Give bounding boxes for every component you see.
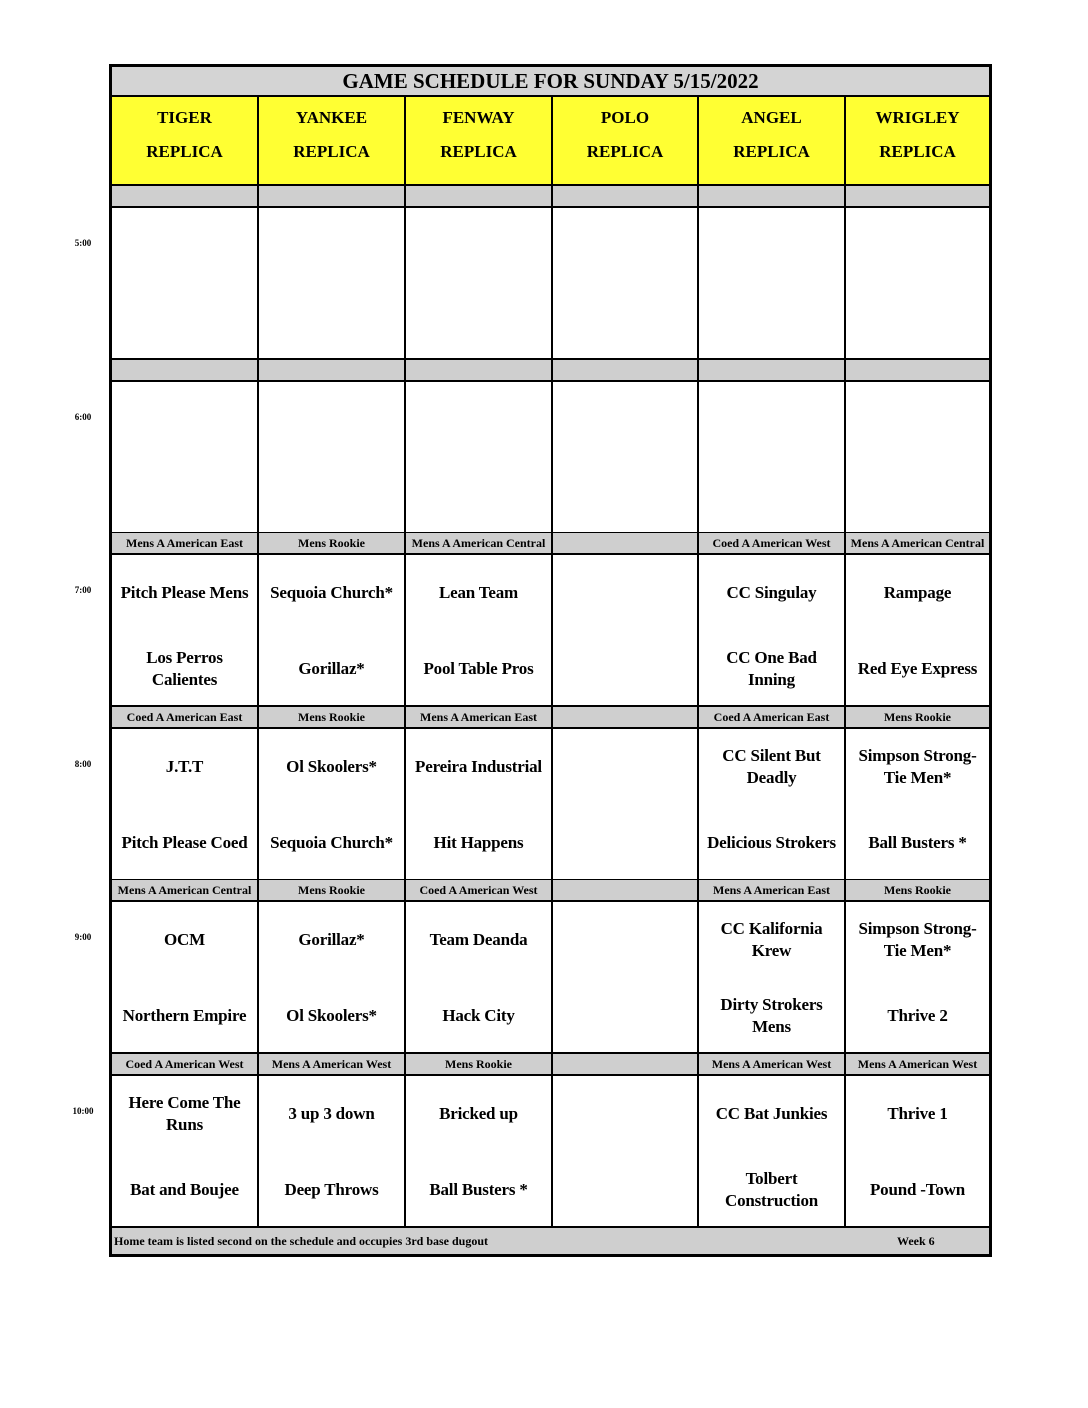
- away-team: Simpson Strong-Tie Men*: [858, 746, 977, 787]
- game-cell: [846, 902, 989, 1052]
- game-cell: [259, 729, 404, 879]
- home-team: Pitch Please Coed: [121, 833, 248, 852]
- division-label: Mens A American East: [699, 880, 844, 900]
- home-team: Delicious Strokers: [707, 833, 836, 852]
- field-header: [699, 97, 844, 184]
- time-label: 7:00: [74, 585, 92, 595]
- home-team: Thrive 2: [887, 1006, 948, 1025]
- game-cell: [553, 382, 697, 532]
- game-cell: [406, 902, 551, 1052]
- spacer-row: [406, 360, 551, 380]
- field-header: [112, 97, 257, 184]
- spacer-row: [112, 186, 257, 206]
- division-label: Mens Rookie: [846, 880, 989, 900]
- game-cell: [553, 729, 697, 879]
- home-team: Pound -Town: [870, 1180, 965, 1199]
- away-team: [553, 1090, 697, 1138]
- game-cell: [112, 555, 257, 705]
- spacer-row: [553, 360, 697, 380]
- spacer-row: [406, 186, 551, 206]
- field-subtitle: REPLICA: [879, 142, 956, 161]
- away-team: Team Deanda: [429, 930, 528, 949]
- spacer-row: [259, 360, 404, 380]
- time-label: 8:00: [74, 759, 92, 769]
- game-cell: [846, 729, 989, 879]
- field-subtitle: REPLICA: [440, 142, 517, 161]
- field-header: [553, 97, 697, 184]
- game-cell: [406, 1076, 551, 1226]
- game-cell: [259, 902, 404, 1052]
- division-label: [553, 1054, 697, 1074]
- game-cell: [259, 1076, 404, 1226]
- spacer-row: [699, 360, 844, 380]
- field-name: WRIGLEY: [875, 108, 960, 127]
- division-label: Mens Rookie: [259, 707, 404, 727]
- away-team: Lean Team: [439, 583, 518, 602]
- division-label: Mens A American Central: [846, 533, 989, 553]
- away-team: Here Come The Runs: [128, 1093, 241, 1134]
- game-cell: [699, 1076, 844, 1226]
- field-name: POLO: [600, 108, 650, 127]
- field-subtitle: REPLICA: [586, 142, 664, 161]
- away-team: CC Silent But Deadly: [722, 746, 821, 787]
- home-team: Sequoia Church*: [270, 833, 393, 852]
- home-team: Northern Empire: [122, 1006, 247, 1025]
- home-team: Ol Skoolers*: [286, 1006, 377, 1025]
- away-team: Thrive 1: [887, 1104, 948, 1123]
- division-label: Coed A American West: [699, 533, 844, 553]
- game-cell: [406, 208, 551, 358]
- game-cell: [699, 208, 844, 358]
- game-cell: [846, 1076, 989, 1226]
- away-team: CC Kalifornia Krew: [720, 919, 823, 960]
- away-team: Simpson Strong-Tie Men*: [858, 919, 977, 960]
- game-cell: [259, 208, 404, 358]
- field-name: TIGER: [157, 108, 212, 127]
- game-cell: [699, 902, 844, 1052]
- home-team: Red Eye Express: [857, 659, 978, 678]
- time-label: 6:00: [74, 412, 92, 422]
- division-label: Coed A American West: [406, 880, 551, 900]
- home-team: Tolbert Construction: [725, 1169, 818, 1210]
- game-cell: [699, 382, 844, 532]
- game-cell: [406, 382, 551, 532]
- division-label: Mens Rookie: [846, 707, 989, 727]
- field-name: FENWAY: [442, 108, 515, 127]
- division-label: [553, 533, 697, 553]
- home-team: [553, 645, 697, 693]
- game-cell: [553, 555, 697, 705]
- away-team: OCM: [164, 930, 205, 949]
- home-team: Ball Busters *: [868, 833, 967, 852]
- home-team: Bat and Boujee: [130, 1180, 239, 1199]
- division-label: Mens Rookie: [259, 533, 404, 553]
- time-label: 5:00: [74, 238, 92, 248]
- game-cell: [259, 382, 404, 532]
- away-team: Gorillaz*: [298, 930, 365, 949]
- time-label: 10:00: [72, 1106, 94, 1116]
- away-team: Pitch Please Mens: [120, 583, 249, 602]
- home-team: CC One Bad Inning: [726, 648, 817, 689]
- field-name: YANKEE: [295, 108, 368, 127]
- field-header: [259, 97, 404, 184]
- home-team: Gorillaz*: [298, 659, 365, 678]
- game-cell: [699, 555, 844, 705]
- away-team: Bricked up: [439, 1104, 518, 1123]
- division-label: Mens Rookie: [406, 1054, 551, 1074]
- home-team: Hit Happens: [433, 833, 524, 852]
- home-team: [553, 1166, 697, 1214]
- game-cell: [846, 555, 989, 705]
- division-label: Mens Rookie: [259, 880, 404, 900]
- field-header: [406, 97, 551, 184]
- division-label: Mens A American East: [112, 533, 257, 553]
- home-team: [553, 992, 697, 1040]
- spacer-row: [699, 186, 844, 206]
- game-cell: [112, 208, 257, 358]
- division-label: Mens A American Central: [112, 880, 257, 900]
- away-team: 3 up 3 down: [288, 1104, 375, 1123]
- game-cell: [112, 382, 257, 532]
- spacer-row: [846, 186, 989, 206]
- division-label: Mens A American West: [259, 1054, 404, 1074]
- away-team: Ol Skoolers*: [286, 757, 377, 776]
- field-subtitle: REPLICA: [146, 142, 223, 161]
- schedule-table: [109, 64, 992, 1257]
- division-label: [553, 707, 697, 727]
- field-subtitle: REPLICA: [293, 142, 370, 161]
- division-label: Coed A American East: [112, 707, 257, 727]
- spacer-row: [846, 360, 989, 380]
- away-team: CC Bat Junkies: [715, 1104, 828, 1123]
- game-cell: [553, 1076, 697, 1226]
- footer-row: [112, 1228, 989, 1254]
- spacer-row: [112, 360, 257, 380]
- home-team: Deep Throws: [284, 1180, 379, 1199]
- away-team: [553, 916, 697, 964]
- away-team: J.T.T: [165, 757, 204, 776]
- away-team: [553, 743, 697, 791]
- schedule-title: GAME SCHEDULE FOR SUNDAY 5/15/2022: [112, 67, 989, 95]
- footer-note: Home team is listed second on the schedule and occupies 3rd base dugout: [114, 1234, 489, 1248]
- game-cell: [112, 729, 257, 879]
- week-label: Week 6: [897, 1234, 935, 1248]
- division-label: Coed A American West: [112, 1054, 257, 1074]
- game-cell: [553, 902, 697, 1052]
- home-team: Los Perros Calientes: [146, 648, 223, 689]
- division-label: Mens A American Central: [406, 533, 551, 553]
- game-cell: [112, 1076, 257, 1226]
- away-team: Sequoia Church*: [270, 583, 393, 602]
- field-header: [846, 97, 989, 184]
- home-team: Hack City: [442, 1006, 515, 1025]
- game-cell: [112, 902, 257, 1052]
- game-cell: [699, 729, 844, 879]
- game-cell: [406, 555, 551, 705]
- division-label: Coed A American East: [699, 707, 844, 727]
- game-cell: [846, 382, 989, 532]
- game-cell: [553, 208, 697, 358]
- division-label: Mens A American West: [846, 1054, 989, 1074]
- game-cell: [406, 729, 551, 879]
- home-team: Pool Table Pros: [423, 659, 534, 678]
- game-cell: [846, 208, 989, 358]
- away-team: Pereira Industrial: [415, 757, 542, 776]
- away-team: CC Singulay: [726, 583, 817, 602]
- game-cell: [259, 555, 404, 705]
- time-label: 9:00: [74, 932, 92, 942]
- division-label: Mens A American East: [406, 707, 551, 727]
- away-team: [553, 569, 697, 617]
- home-team: Dirty Strokers Mens: [720, 995, 823, 1036]
- home-team: [553, 819, 697, 867]
- spacer-row: [553, 186, 697, 206]
- field-name: ANGEL: [741, 108, 802, 127]
- home-team: Ball Busters *: [429, 1180, 528, 1199]
- field-subtitle: REPLICA: [733, 142, 810, 161]
- spacer-row: [259, 186, 404, 206]
- division-label: Mens A American West: [699, 1054, 844, 1074]
- division-label: [553, 880, 697, 900]
- away-team: Rampage: [883, 583, 952, 602]
